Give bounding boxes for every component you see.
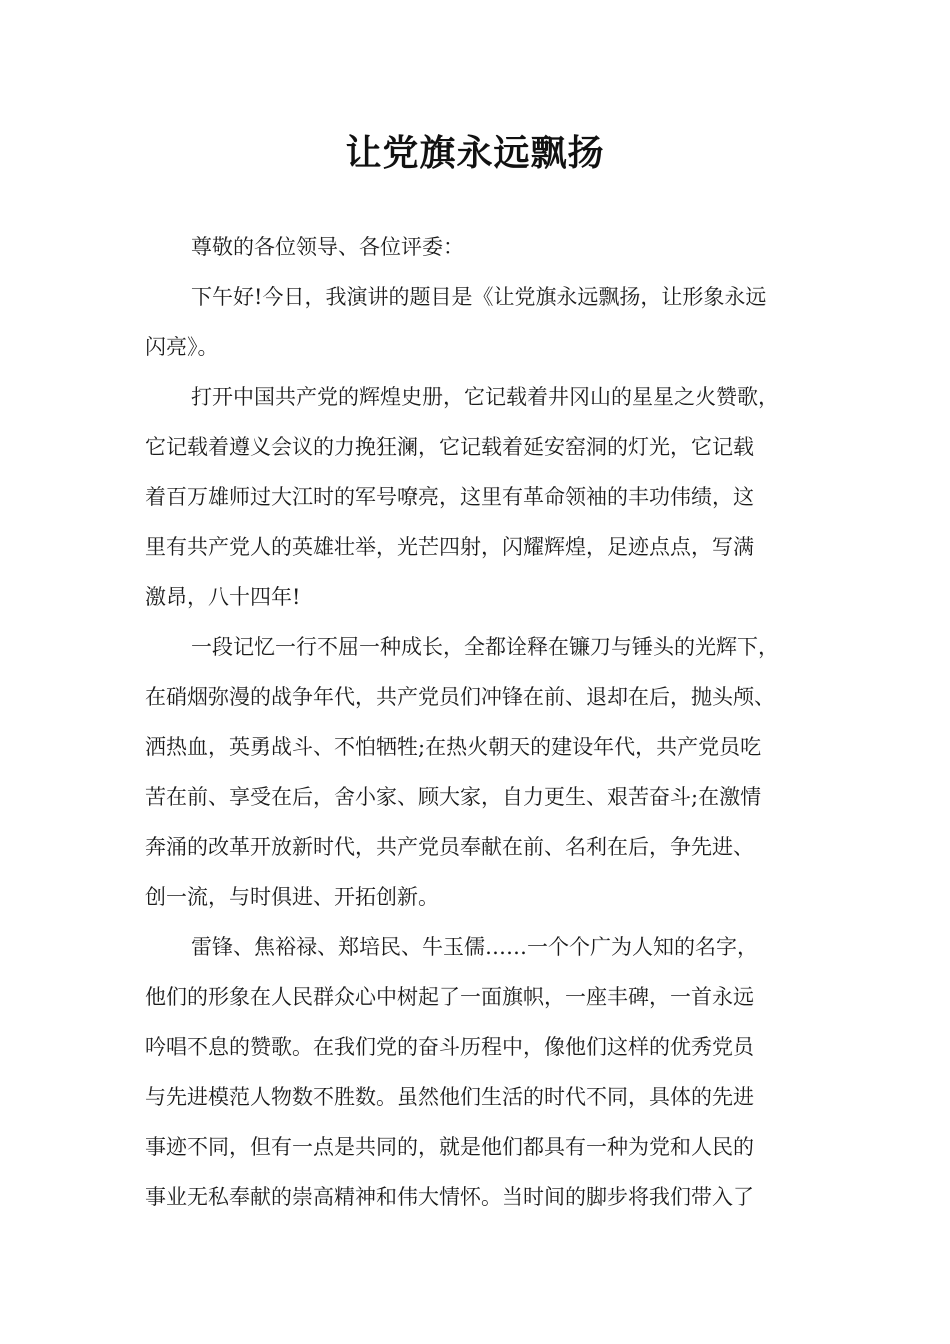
paragraph-line: 闪亮》。 bbox=[145, 335, 219, 359]
paragraph bbox=[145, 372, 830, 622]
paragraph-line: 与先进模范人物数不胜数。虽然他们生活的时代不同，具体的先进 bbox=[145, 1085, 754, 1109]
paragraph-line: 激昂，八十四年! bbox=[145, 585, 301, 609]
document-body bbox=[145, 222, 830, 1222]
paragraph-line: 苦在前、享受在后，舍小家、顾大家，自力更生、艰苦奋斗;在激情 bbox=[145, 785, 762, 809]
document-title: 让党旗永远飘扬 bbox=[345, 133, 605, 174]
paragraph-line: 里有共产党人的英雄壮举，光芒四射，闪耀辉煌，足迹点点，写满 bbox=[145, 535, 754, 559]
paragraph-line: 在硝烟弥漫的战争年代，共产党员们冲锋在前、退却在后，抛头颅、 bbox=[145, 685, 775, 709]
paragraph-line: 奔涌的改革开放新时代，共产党员奉献在前、名利在后，争先进、 bbox=[145, 835, 754, 859]
paragraph-line: 下午好!今日，我演讲的题目是《让党旗永远飘扬，让形象永远 bbox=[191, 285, 767, 309]
paragraph bbox=[145, 272, 830, 372]
paragraph bbox=[145, 222, 830, 272]
paragraph bbox=[145, 922, 830, 1222]
paragraph-line: 着百万雄师过大江时的军号嘹亮，这里有革命领袖的丰功伟绩，这 bbox=[145, 485, 754, 509]
paragraph-line: 吟唱不息的赞歌。在我们党的奋斗历程中，像他们这样的优秀党员 bbox=[145, 1035, 754, 1059]
paragraph-line: 打开中国共产党的辉煌史册，它记载着井冈山的星星之火赞歌， bbox=[191, 385, 779, 409]
paragraph-line: 尊敬的各位领导、各位评委： bbox=[191, 235, 464, 259]
paragraph-line: 一段记忆一行不屈一种成长，全都诠释在镰刀与锤头的光辉下， bbox=[191, 635, 779, 659]
paragraph bbox=[145, 622, 830, 922]
paragraph-line: 事业无私奉献的崇高精神和伟大情怀。当时间的脚步将我们带入了 bbox=[145, 1185, 754, 1209]
paragraph-line: 创一流，与时俱进、开拓创新。 bbox=[145, 885, 439, 909]
paragraph-line: 他们的形象在人民群众心中树起了一面旗帜，一座丰碑，一首永远 bbox=[145, 985, 754, 1009]
paragraph-line: 雷锋、焦裕禄、郑培民、牛玉儒……一个个广为人知的名字， bbox=[191, 935, 758, 959]
paragraph-line: 它记载着遵义会议的力挽狂澜，它记载着延安窑洞的灯光，它记载 bbox=[145, 435, 754, 459]
paragraph-line: 事迹不同，但有一点是共同的，就是他们都具有一种为党和人民的 bbox=[145, 1135, 754, 1159]
paragraph-line: 洒热血，英勇战斗、不怕牺牲;在热火朝天的建设年代，共产党员吃 bbox=[145, 735, 762, 759]
